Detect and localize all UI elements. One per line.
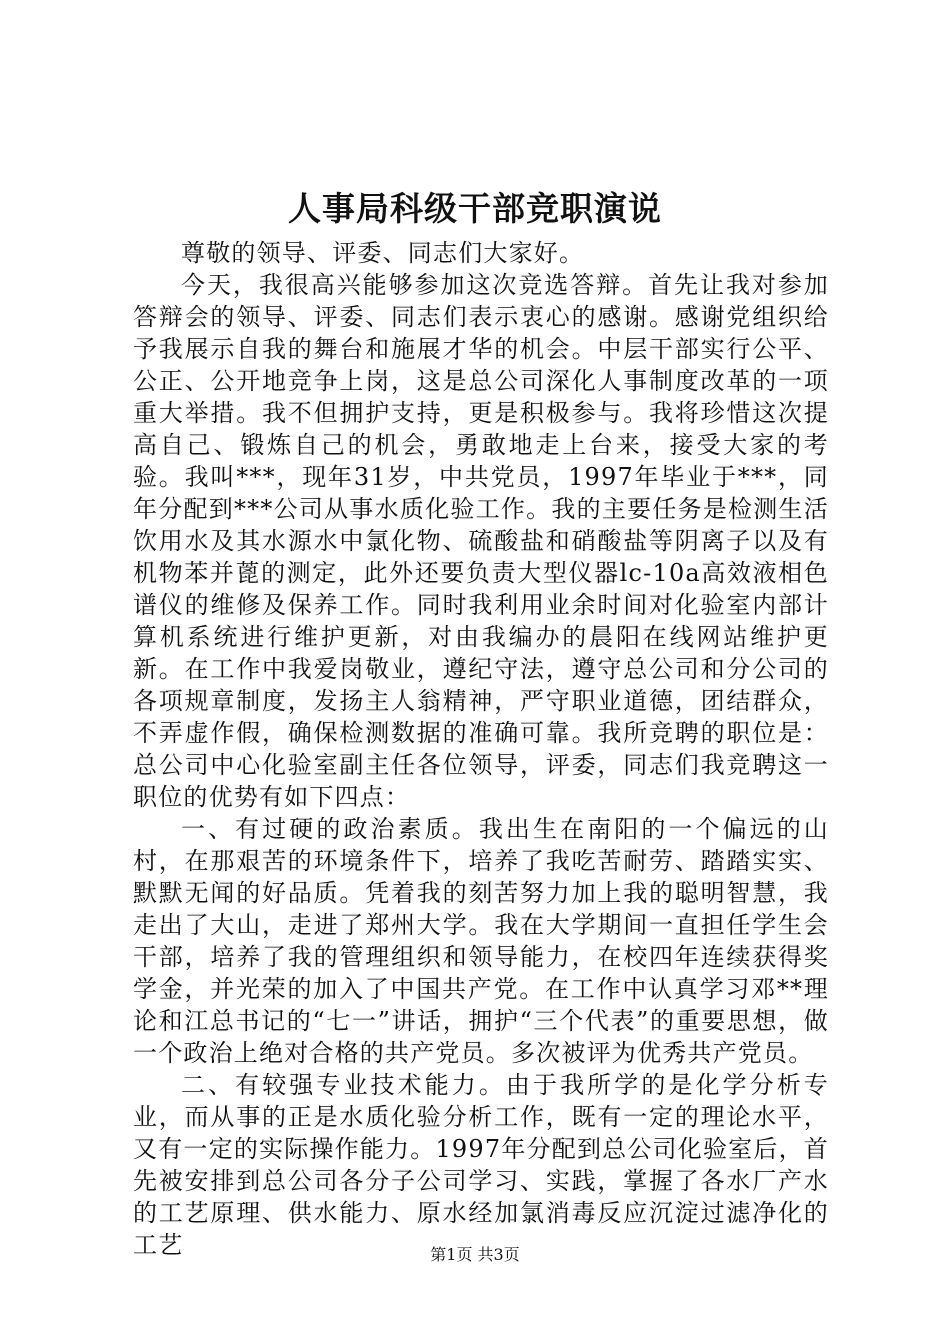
paragraph-technical-ability: 二、有较强专业技术能力。由于我所学的是化学分析专业，而从事的正是水质化验分析工作，既有一定的理论水平，又有一定的实际操作能力。1997年分配到总公司化验室后，首先被安排到总公司各分子公司学习、实践，掌握了各水厂产水的工艺原理、供水能力、原水经加氯消毒反应沉淀过滤净化的工艺	[133, 1071, 829, 1259]
paragraph-political-quality: 一、有过硬的政治素质。我出生在南阳的一个偏远的山村，在那艰苦的环境条件下，培养了我吃苦耐劳、踏踏实实、默默无闻的好品质。凭着我的刻苦努力加上我的聪明智慧，我走出了大山，走进了郑州大学。我在大学期间一直担任学生会干部，培养了我的管理组织和领导能力，在校四年连续获得奖学金，并光荣的加入了中国共产党。在工作中认真学习邓**理论和江总书记的“七一”讲话，拥护“三个代表”的重要思想，做一个政治上绝对合格的共产党员。多次被评为优秀共产党员。	[133, 815, 829, 1067]
page-number-footer: 第1页 共3页	[430, 1245, 520, 1264]
paragraph-greeting: 尊敬的领导、评委、同志们大家好。	[181, 239, 585, 267]
paragraph-introduction: 今天，我很高兴能够参加这次竞选答辩。首先让我对参加答辩会的领导、评委、同志们表示衷心的感谢。感谢党组织给予我展示自我的舞台和施展才华的机会。中层干部实行公平、公正、公开地竞争上岗，这是总公司深化人事制度改革的一项重大举措。我不但拥护支持，更是积极参与。我将珍惜这次提高自己、锻炼自己的机会，勇敢地走上台来，接受大家的考验。我叫***，现年31岁，中共党员，1997年毕业于***，同年分配到***公司从事水质化验工作。我的主要任务是检测生活饮用水及其水源水中氯化物、硫酸盐和硝酸盐等阴离子以及有机物苯并蓖的测定，此外还要负责大型仪器lc-10a高效液相色谱仪的维修及保养工作。同时我利用业余时间对化验室内部计算机系统进行维护更新，对由我编办的晨阳在线网站维护更新。在工作中我爱岗敬业，遵纪守法，遵守总公司和分公司的各项规章制度，发扬主人翁精神，严守职业道德，团结群众，不弄虚作假，确保检测数据的准确可靠。我所竞聘的职位是：总公司中心化验室副主任各位领导，评委，同志们我竞聘这一职位的优势有如下四点：	[133, 271, 829, 811]
document-title: 人事局科级干部竞职演说	[288, 189, 662, 228]
document-body	[133, 237, 829, 1261]
